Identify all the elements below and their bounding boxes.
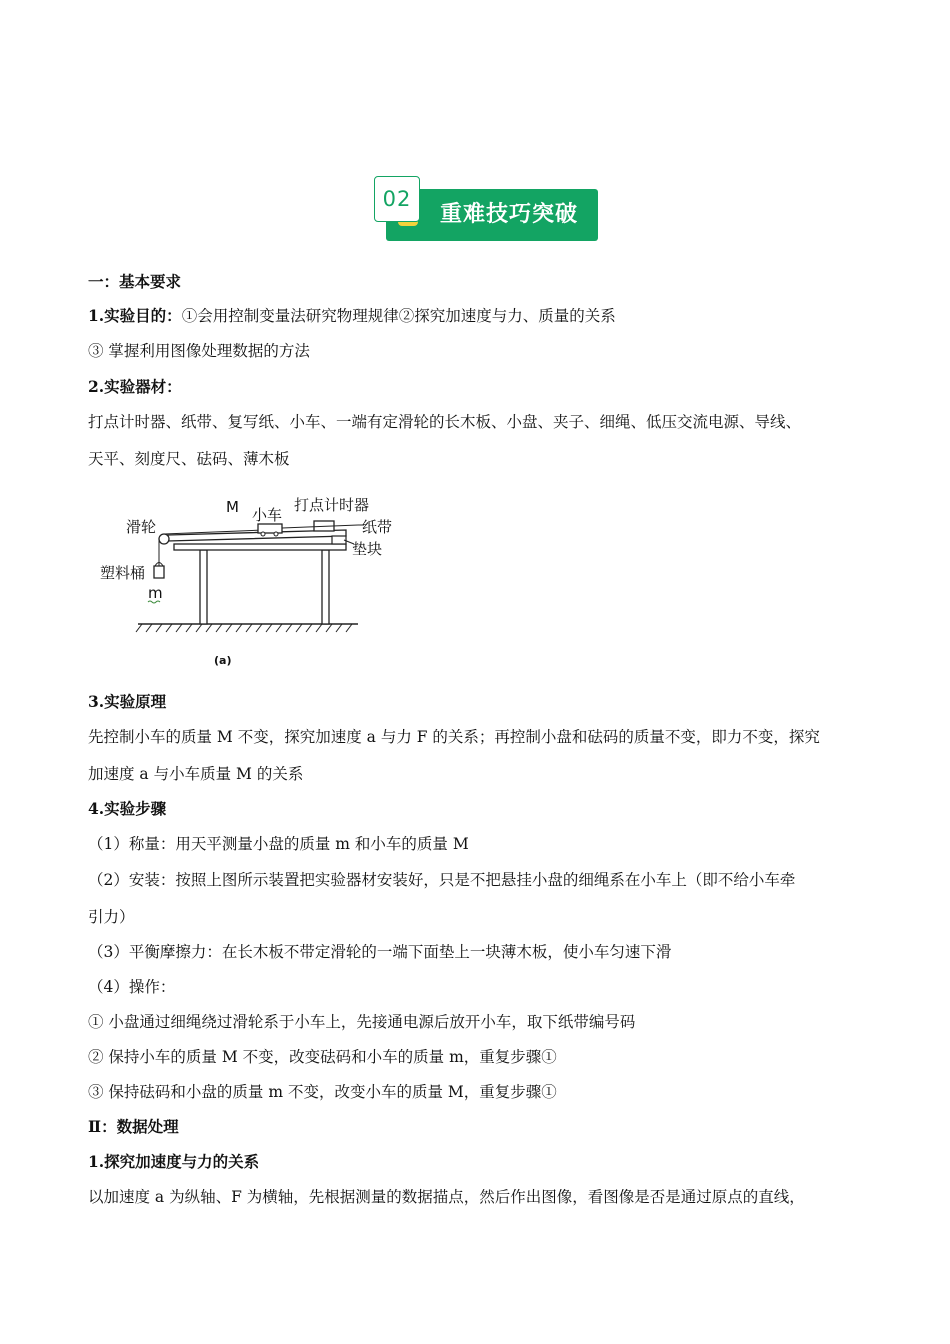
wedge-block — [332, 536, 346, 544]
operation-2: ② 保持小车的质量 M 不变，改变砝码和小车的质量 m，重复步骤① — [88, 1048, 557, 1066]
table-top — [174, 544, 346, 550]
principle-heading: 3.实验原理 — [88, 692, 167, 711]
data-subheading-1: 1.探究加速度与力的关系 — [88, 1152, 260, 1171]
equipment-heading: 2.实验器材： — [88, 377, 182, 396]
cart-icon — [258, 524, 282, 533]
label-tape: 纸带 — [362, 518, 393, 536]
purpose-line2: ③ 掌握利用图像处理数据的方法 — [88, 342, 310, 360]
badge-title: 重难技巧突破 — [440, 202, 579, 227]
label-timer: 打点计时器 — [294, 496, 370, 514]
operation-3: ③ 保持砝码和小盘的质量 m 不变，改变小车的质量 M，重复步骤① — [88, 1083, 557, 1101]
pulley-icon — [159, 534, 169, 544]
label-mass-m: m — [148, 584, 163, 602]
data-processing-heading: Ⅱ：数据处理 — [88, 1117, 179, 1136]
figure-caption: (a) — [214, 654, 232, 667]
purpose-paragraph — [88, 306, 616, 326]
cart-wheel-icon — [274, 532, 278, 536]
table-leg-right — [322, 550, 329, 624]
label-mass-M: M — [226, 498, 239, 516]
heading-basic-requirements: 一：基本要求 — [88, 272, 182, 291]
long-board — [168, 530, 346, 541]
step-4: （4）操作： — [88, 978, 176, 996]
bucket-icon — [154, 566, 164, 578]
label-cart: 小车 — [252, 506, 283, 524]
label-block: 垫块 — [352, 540, 383, 558]
principle-line1: 先控制小车的质量 M 不变，探究加速度 a 与力 F 的关系；再控制小盘和砝码的质量不变，即力不变，探究 — [88, 728, 820, 746]
operation-1: ① 小盘通过细绳绕过滑轮系于小车上，先接通电源后放开小车，取下纸带编号码 — [88, 1013, 636, 1031]
apparatus-figure — [96, 492, 406, 672]
equipment-line1: 打点计时器、纸带、复写纸、小车、一端有定滑轮的长木板、小盘、夹子、细绳、低压交流电源、导线、 — [88, 413, 802, 431]
table-leg-left — [200, 550, 207, 624]
purpose-text: ①会用控制变量法研究物理规律②探究加速度与力、质量的关系 — [181, 307, 616, 325]
equipment-line2: 天平、刻度尺、砝码、薄木板 — [88, 450, 290, 468]
label-bucket: 塑料桶 — [100, 564, 146, 582]
badge-number: 02 — [374, 176, 420, 222]
data-text-1: 以加速度 a 为纵轴、F 为横轴，先根据测量的数据描点，然后作出图像，看图像是否是通过原点的直线， — [88, 1188, 805, 1206]
apparatus-diagram — [96, 492, 406, 672]
ground-hatching — [136, 624, 352, 632]
purpose-heading: 1.实验目的： — [88, 306, 182, 325]
label-pulley: 滑轮 — [126, 518, 157, 536]
step-1: （1）称量：用天平测量小盘的质量 m 和小车的质量 M — [88, 835, 469, 853]
section-badge — [374, 176, 598, 242]
step-2-line2: 引力） — [88, 908, 135, 926]
cart-wheel-icon — [261, 532, 265, 536]
principle-line2: 加速度 a 与小车质量 M 的关系 — [88, 765, 304, 783]
step-2-line1: （2）安装：按照上图所示装置把实验器材安装好，只是不把悬挂小盘的细绳系在小车上（即不给小车牵 — [88, 871, 796, 889]
step-3: （3）平衡摩擦力：在长木板不带定滑轮的一端下面垫上一块薄木板，使小车匀速下滑 — [88, 943, 672, 961]
steps-heading: 4.实验步骤 — [88, 799, 167, 818]
